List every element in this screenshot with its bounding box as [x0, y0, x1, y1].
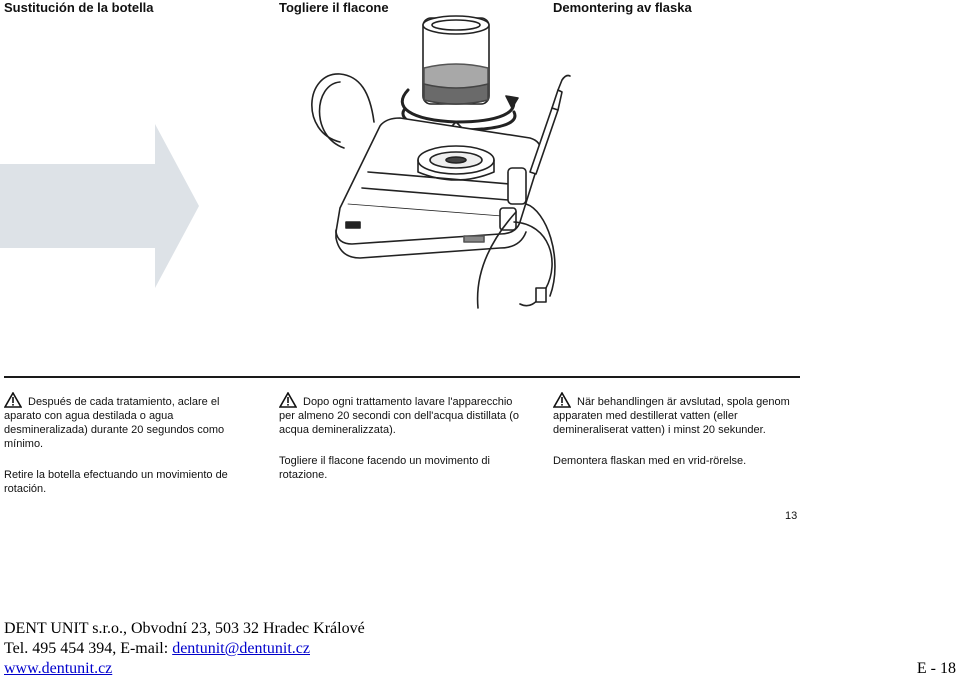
warning-triangle-icon	[553, 392, 571, 408]
warning-text: Después de cada tratamiento, aclare el aparato con agua destilada o agua desmineralizada) durante 20 segundos como mínimo.	[4, 396, 225, 450]
warning-triangle-icon	[4, 392, 22, 408]
header-spanish: Sustitución de la botella	[4, 0, 154, 15]
footer-phone: Tel. 495 454 394, E-mail:	[4, 640, 173, 657]
page-code: E - 18	[916, 660, 956, 677]
page-number: 13	[785, 510, 798, 522]
divider-rule	[4, 376, 800, 378]
instruction-text: Togliere il flacone facendo un movimento di rotazione.	[279, 455, 490, 481]
instruction-text: Retire la botella efectuando un movimiento de rotación.	[4, 469, 228, 495]
right-arrow-icon	[0, 124, 200, 288]
footer-company-address: DENT UNIT s.r.o., Obvodní 23, 503 32 Hradec Králové	[4, 620, 365, 637]
warning-triangle-icon	[279, 392, 297, 408]
warning-text: Dopo ogni trattamento lavare l'apparecchio per almeno 20 secondi con dell'acqua distillata (o acqua demineralizzata).	[279, 396, 519, 436]
warning-paragraph	[4, 392, 252, 451]
column-spanish	[4, 392, 252, 496]
footer-website	[4, 659, 112, 679]
device-illustration	[300, 12, 575, 317]
header-italian: Togliere il flacone	[279, 0, 389, 15]
website-link[interactable]: www.dentunit.cz	[4, 660, 113, 677]
instruction-text: Demontera flaskan med en vrid-rörelse.	[553, 455, 747, 467]
email-link[interactable]: dentunit@dentunit.cz	[172, 640, 310, 657]
column-swedish	[553, 392, 801, 468]
footer-contact	[4, 639, 310, 659]
warning-text: När behandlingen är avslutad, spola genom apparaten med destillerat vatten (eller demineraliserat vatten) i minst 20 sekunder.	[553, 396, 790, 436]
column-italian	[279, 392, 527, 482]
warning-paragraph	[553, 392, 801, 437]
warning-paragraph	[279, 392, 527, 437]
header-swedish: Demontering av flaska	[553, 0, 692, 15]
